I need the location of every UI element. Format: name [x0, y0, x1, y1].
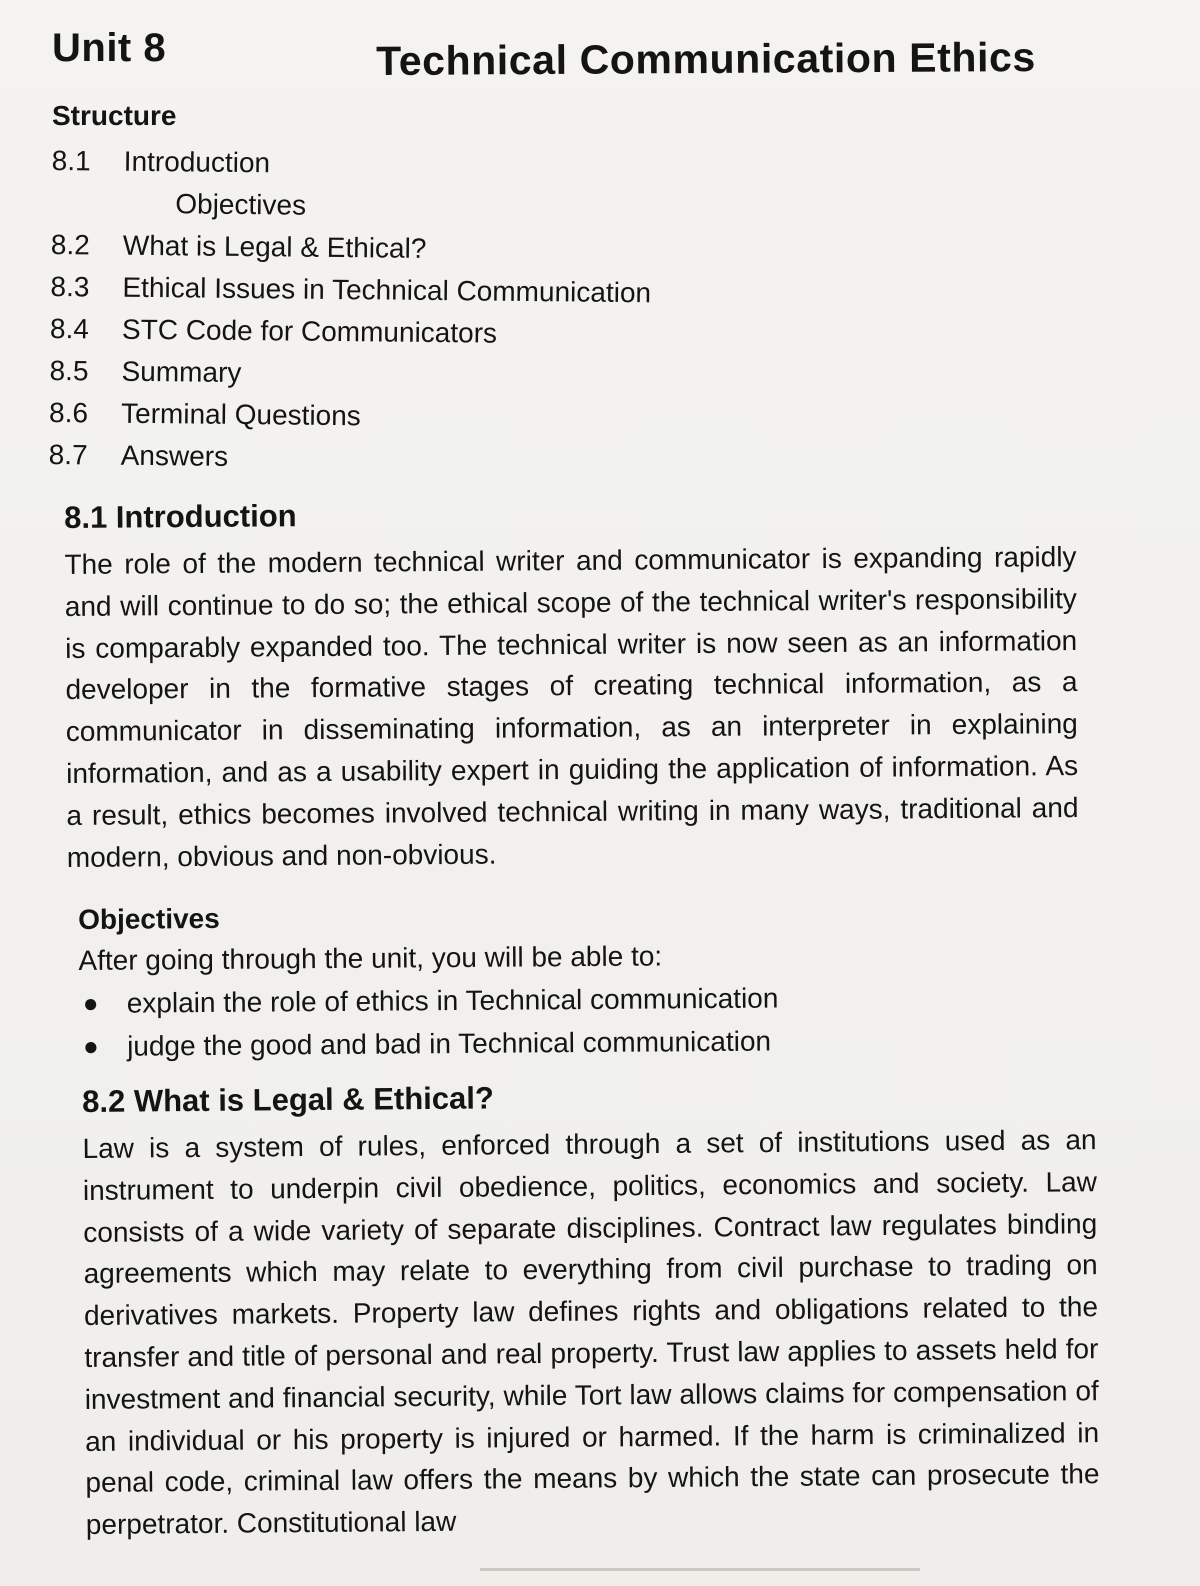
toc-item — [50, 308, 651, 356]
list-item — [79, 1018, 979, 1068]
introduction-section — [64, 492, 1079, 878]
toc-item — [51, 224, 652, 272]
objectives-lead: After going through the unit, you will be able to: — [78, 940, 663, 976]
toc-item — [48, 434, 649, 482]
toc-item-number: 8.5 — [49, 354, 89, 387]
table-of-contents — [48, 140, 652, 482]
toc-item-number: 8.6 — [48, 396, 89, 429]
toc-item — [50, 266, 651, 314]
section-paragraph: Law is a system of rules, enforced through a set of institutions used as an instrument to underpin civil obedience, politics, economics and society. Law consists of a wide variety of separate disciplines. Contract law regulates binding agreements which may relate to everything from civil purchase to trading on derivatives markets. Property law defines rights and obligations related to the transfer and title of personal and real property. Trust law applies to assets held for investment and financial security, while Tort law allows claims for compensation of an individual or his property is injured or harmed. If the harm is criminalized in penal code, criminal law offers the means by which the state can prosecute the perpetrator. Constitutional law — [82, 1124, 1100, 1541]
toc-item-label: STC Code for Communicators — [121, 313, 498, 349]
list-item-text: explain the role of ethics in Technical communication — [126, 982, 779, 1019]
objectives-heading: Objectives — [78, 902, 220, 935]
structure-heading: Structure — [52, 100, 177, 131]
page-bottom-rule — [480, 1568, 920, 1571]
toc-item-label: What is Legal & Ethical? — [122, 229, 427, 264]
toc-item-label: Summary — [121, 355, 242, 388]
objectives-list — [79, 975, 980, 1068]
toc-item-label: Objectives — [175, 188, 307, 221]
bullet-icon: ● — [82, 1030, 99, 1061]
section-heading: 8.1 Introduction — [64, 498, 297, 535]
toc-item — [49, 392, 650, 440]
bullet-icon: ● — [82, 987, 99, 1018]
list-item — [79, 975, 979, 1025]
toc-item-label: Terminal Questions — [120, 397, 361, 432]
toc-item — [52, 140, 653, 188]
list-item-text: judge the good and bad in Technical communication — [126, 1025, 772, 1062]
section-paragraph: The role of the modern technical writer and communicator is expanding rapidly and will continue to do so; the ethical scope of the technical writer's responsibility is comparably expanded too. The technical writer is now seen as an information developer in the formative stages of creating technical information, as a communicator in disseminating information, as an interpreter in explaining information, and as a usability expert in guiding the application of information. As a result, ethics becomes involved technical writing in many ways, traditional and modern, obvious and non-obvious. — [64, 541, 1079, 873]
toc-item-number: 8.1 — [51, 144, 91, 177]
document-title: Technical Communication Ethics — [376, 33, 1036, 84]
toc-item — [49, 350, 650, 398]
toc-item-label: Introduction — [123, 145, 271, 179]
toc-item-number: 8.3 — [50, 270, 90, 303]
toc-item-label: Ethical Issues in Technical Communication — [122, 271, 652, 309]
objectives-section — [78, 897, 979, 1068]
section-heading: 8.2 What is Legal & Ethical? — [82, 1080, 495, 1119]
toc-item-number: 8.2 — [50, 228, 91, 261]
toc-item-number: 8.4 — [49, 312, 90, 345]
unit-label: Unit 8 — [52, 26, 167, 70]
toc-subitem — [51, 182, 652, 230]
toc-item-label: Answers — [120, 439, 229, 472]
toc-item-number: 8.7 — [48, 438, 88, 471]
legal-ethical-section — [82, 1075, 1100, 1546]
